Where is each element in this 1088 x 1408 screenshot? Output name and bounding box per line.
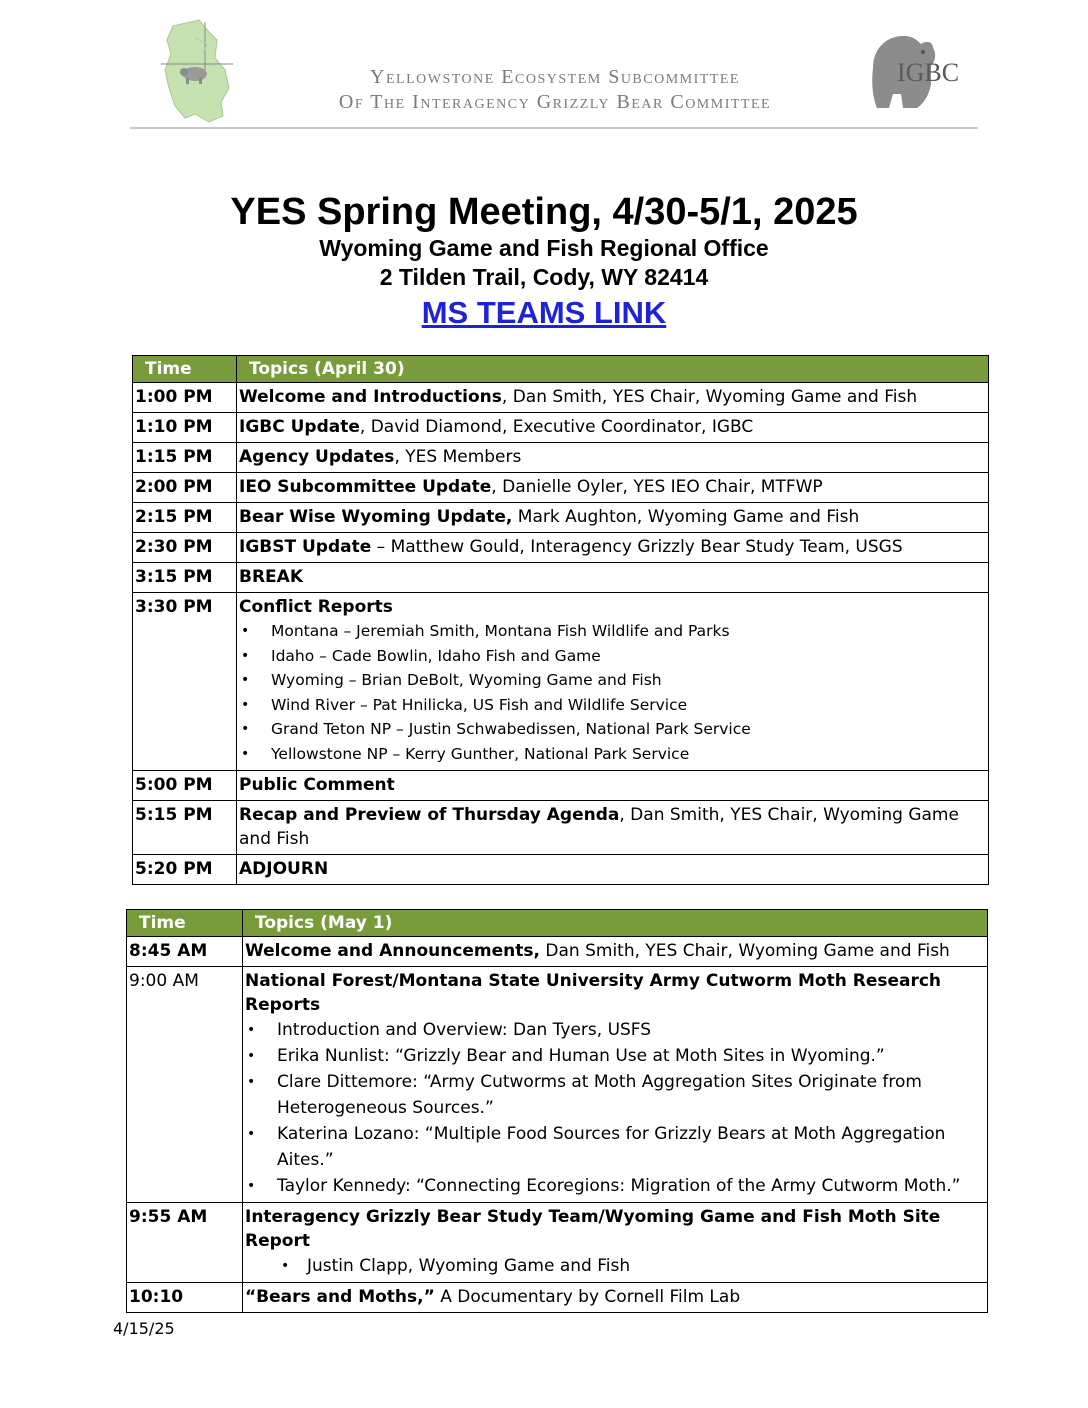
agenda-topic: [237, 413, 989, 443]
agenda-time: 1:00 PM: [133, 383, 237, 413]
list-item: • Introduction and Overview: Dan Tyers, USFS: [245, 1017, 985, 1043]
topic-title: Conflict Reports: [239, 597, 393, 617]
agenda-time: 9:55 AM: [127, 1203, 243, 1283]
list-item: • Taylor Kennedy: “Connecting Ecoregions: Migration of the Army Cutworm Moth.”: [245, 1173, 985, 1199]
topic-title: Welcome and Announcements,: [245, 941, 540, 961]
list-item: • Montana – Jeremiah Smith, Montana Fish Wildlife and Parks: [239, 619, 986, 644]
topic-title: Interagency Grizzly Bear Study Team/Wyoming Game and Fish Moth Site Report: [245, 1207, 941, 1251]
table-row: [133, 503, 989, 533]
agenda-time: 2:30 PM: [133, 533, 237, 563]
agenda-time: 2:00 PM: [133, 473, 237, 503]
topic-title: IGBC Update: [239, 417, 360, 437]
header-topics: Topics (April 30): [237, 356, 989, 383]
agenda-topic: [237, 383, 989, 413]
header-time: Time: [127, 910, 243, 937]
list-item: • Justin Clapp, Wyoming Game and Fish: [245, 1253, 985, 1279]
agenda-topic: [243, 1203, 988, 1283]
topic-detail: A Documentary by Cornell Film Lab: [434, 1287, 741, 1307]
topic-detail: , Dan Smith, YES Chair, Wyoming Game and Fish: [501, 387, 918, 407]
agenda-topic: [237, 503, 989, 533]
list-item: • Wind River – Pat Hnilicka, US Fish and Wildlife Service: [239, 693, 986, 718]
topic-title: Bear Wise Wyoming Update,: [239, 507, 513, 527]
table-row: [133, 770, 989, 800]
page-header: [130, 14, 978, 134]
agenda-topic: [237, 770, 989, 800]
table-row: [127, 967, 988, 1203]
topic-detail: Mark Aughton, Wyoming Game and Fish: [512, 507, 860, 527]
igbc-logo: [863, 32, 963, 110]
list-item: • Wyoming – Brian DeBolt, Wyoming Game and Fish: [239, 668, 986, 693]
agenda-time: 10:10: [127, 1283, 243, 1313]
topic-title: Agency Updates: [239, 447, 395, 467]
table-row: [133, 800, 989, 854]
table-row: [133, 443, 989, 473]
agenda-time: 9:00 AM: [127, 967, 243, 1203]
agenda-topic: [243, 967, 988, 1203]
header-topics: Topics (May 1): [243, 910, 988, 937]
topic-detail: – Matthew Gould, Interagency Grizzly Bear Study Team, USGS: [371, 537, 903, 557]
agenda-time: 5:15 PM: [133, 800, 237, 854]
presenter-list: [245, 1017, 985, 1199]
topic-detail: Dan Smith, YES Chair, Wyoming Game and Fish: [540, 941, 950, 961]
title-block: [0, 190, 1088, 332]
table-row: [133, 593, 989, 771]
agenda-time: 5:20 PM: [133, 854, 237, 884]
agenda-topic: [237, 854, 989, 884]
agenda-topic: [237, 533, 989, 563]
agenda-topic: [237, 593, 989, 771]
agenda-time: 3:15 PM: [133, 563, 237, 593]
topic-title: IEO Subcommittee Update: [239, 477, 492, 497]
topic-detail: , David Diamond, Executive Coordinator, IGBC: [359, 417, 754, 437]
presenter-list: [245, 1253, 985, 1279]
topic-title: Welcome and Introductions: [239, 387, 502, 407]
topic-detail: , YES Members: [394, 447, 522, 467]
presenter-list: [239, 619, 986, 767]
agenda-table-april-30: [132, 355, 989, 885]
agenda-topic: [237, 473, 989, 503]
topic-detail: , Dan Smith, YES Chair, Wyoming Game and Fish: [239, 804, 959, 849]
topic-title: ADJOURN: [239, 858, 329, 879]
agenda-topic: [243, 1283, 988, 1313]
table-row: [133, 854, 989, 884]
agenda-time: 1:15 PM: [133, 443, 237, 473]
header-time: Time: [133, 356, 237, 383]
agenda-time: 1:10 PM: [133, 413, 237, 443]
table-row: [133, 383, 989, 413]
agenda-topic: [243, 937, 988, 967]
ecosystem-map-icon: [155, 18, 235, 124]
table-row: [133, 413, 989, 443]
agenda-topic: [237, 563, 989, 593]
agenda-table-may-1: [126, 909, 988, 1313]
header-divider: [130, 127, 978, 129]
table-header-row: [127, 910, 988, 937]
igbc-logo-text: IGBC: [897, 58, 960, 87]
table-row: [133, 563, 989, 593]
topic-title: Recap and Preview of Thursday Agenda: [239, 804, 620, 825]
table-header-row: [133, 356, 989, 383]
org-name-line-2: Of The Interagency Grizzly Bear Committee: [338, 91, 772, 113]
page-title: YES Spring Meeting, 4/30-5/1, 2025: [230, 191, 858, 233]
table-row: [133, 533, 989, 563]
org-name-line-1: Yellowstone Ecosystem Subcommittee: [370, 66, 740, 88]
table-row: [133, 473, 989, 503]
list-item: • Clare Dittemore: “Army Cutworms at Moth Aggregation Sites Originate from Heterogeneous Sources.”: [245, 1069, 985, 1121]
table-row: [127, 1203, 988, 1283]
agenda-topic: [237, 800, 989, 854]
list-item: • Idaho – Cade Bowlin, Idaho Fish and Game: [239, 644, 986, 669]
list-item: • Yellowstone NP – Kerry Gunther, National Park Service: [239, 742, 986, 767]
meeting-address: 2 Tilden Trail, Cody, WY 82414: [379, 264, 709, 290]
table-row: [127, 1283, 988, 1313]
agenda-time: 8:45 AM: [127, 937, 243, 967]
topic-title: “Bears and Moths,”: [245, 1287, 435, 1307]
agenda-time: 3:30 PM: [133, 593, 237, 771]
topic-title: Public Comment: [239, 774, 395, 795]
table-row: [127, 937, 988, 967]
list-item: • Grand Teton NP – Justin Schwabedissen, National Park Service: [239, 717, 986, 742]
list-item: • Katerina Lozano: “Multiple Food Sources for Grizzly Bears at Moth Aggregation Aites.”: [245, 1121, 985, 1173]
ms-teams-link[interactable]: MS TEAMS LINK: [421, 295, 667, 330]
topic-title: BREAK: [239, 567, 303, 587]
document-date: 4/15/25: [113, 1319, 175, 1338]
list-item: • Erika Nunlist: “Grizzly Bear and Human Use at Moth Sites in Wyoming.”: [245, 1043, 985, 1069]
meeting-location: Wyoming Game and Fish Regional Office: [319, 235, 769, 261]
agenda-time: 2:15 PM: [133, 503, 237, 533]
agenda-topic: [237, 443, 989, 473]
topic-title: IGBST Update: [239, 537, 372, 557]
topic-detail: , Danielle Oyler, YES IEO Chair, MTFWP: [491, 477, 823, 497]
topic-title: National Forest/Montana State University Army Cutworm Moth Research Reports: [245, 971, 942, 1015]
agenda-time: 5:00 PM: [133, 770, 237, 800]
